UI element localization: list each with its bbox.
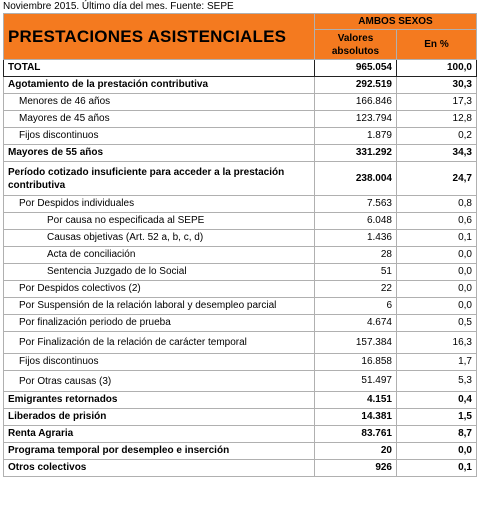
row-label: Fijos discontinuos (4, 354, 315, 371)
table-row (4, 264, 477, 281)
table-title: PRESTACIONES ASISTENCIALES (4, 14, 315, 60)
row-percent: 0,5 (397, 315, 477, 332)
row-percent: 5,3 (397, 371, 477, 392)
table-row (4, 162, 477, 196)
col-header-valores: Valores absolutos (315, 30, 397, 60)
row-label: Mayores de 45 años (4, 111, 315, 128)
row-value: 6.048 (315, 213, 397, 230)
row-value: 1.436 (315, 230, 397, 247)
row-label: Otros colectivos (4, 460, 315, 477)
table-row (4, 94, 477, 111)
row-value: 51 (315, 264, 397, 281)
row-label: Por causa no especificada al SEPE (4, 213, 315, 230)
row-percent: 8,7 (397, 426, 477, 443)
table-row (4, 354, 477, 371)
table-row (4, 426, 477, 443)
row-value: 331.292 (315, 145, 397, 162)
row-label: Liberados de prisión (4, 409, 315, 426)
row-value: 6 (315, 298, 397, 315)
row-percent: 1,5 (397, 409, 477, 426)
row-label: Por finalización periodo de prueba (4, 315, 315, 332)
row-value: 14.381 (315, 409, 397, 426)
row-value: 4.151 (315, 392, 397, 409)
row-value: 965.054 (315, 60, 397, 77)
row-label: Fijos discontinuos (4, 128, 315, 145)
row-value: 157.384 (315, 332, 397, 354)
row-label: Agotamiento de la prestación contributiva (4, 77, 315, 94)
row-label: Programa temporal por desempleo e inserción (4, 443, 315, 460)
row-value: 123.794 (315, 111, 397, 128)
table-row (4, 443, 477, 460)
table-row (4, 409, 477, 426)
row-label: Sentencia Juzgado de lo Social (4, 264, 315, 281)
table-row (4, 145, 477, 162)
row-percent: 0,8 (397, 196, 477, 213)
row-label: Por Otras causas (3) (4, 371, 315, 392)
table-row (4, 77, 477, 94)
source-note: Noviembre 2015. Último día del mes. Fuente: SEPE (3, 1, 234, 12)
row-value: 28 (315, 247, 397, 264)
col-header-percent: En % (397, 30, 477, 60)
row-percent: 0,0 (397, 281, 477, 298)
row-value: 1.879 (315, 128, 397, 145)
group-header: AMBOS SEXOS (315, 14, 477, 30)
row-label: Emigrantes retornados (4, 392, 315, 409)
table-row (4, 460, 477, 477)
table-row (4, 111, 477, 128)
row-label: Por Despidos individuales (4, 196, 315, 213)
row-label: Mayores de 55 años (4, 145, 315, 162)
table-row (4, 60, 477, 77)
row-label: Período cotizado insuficiente para acceder a la prestación contributiva (4, 162, 315, 196)
table-row (4, 371, 477, 392)
table-body (4, 14, 477, 477)
prestaciones-table (3, 13, 477, 477)
table-row (4, 196, 477, 213)
table-row (4, 247, 477, 264)
row-value: 20 (315, 443, 397, 460)
row-percent: 12,8 (397, 111, 477, 128)
row-percent: 16,3 (397, 332, 477, 354)
row-label: TOTAL (4, 60, 315, 77)
row-label: Por Finalización de la relación de carácter temporal (4, 332, 315, 354)
row-percent: 0,0 (397, 247, 477, 264)
row-value: 166.846 (315, 94, 397, 111)
table-row (4, 281, 477, 298)
row-percent: 0,2 (397, 128, 477, 145)
row-value: 16.858 (315, 354, 397, 371)
table-row (4, 213, 477, 230)
row-percent: 30,3 (397, 77, 477, 94)
row-percent: 24,7 (397, 162, 477, 196)
row-label: Renta Agraria (4, 426, 315, 443)
table-row (4, 332, 477, 354)
row-value: 4.674 (315, 315, 397, 332)
table-row (4, 392, 477, 409)
row-value: 292.519 (315, 77, 397, 94)
row-percent: 0,1 (397, 230, 477, 247)
row-value: 7.563 (315, 196, 397, 213)
row-label: Causas objetivas (Art. 52 a, b, c, d) (4, 230, 315, 247)
row-value: 51.497 (315, 371, 397, 392)
row-percent: 0,0 (397, 443, 477, 460)
row-value: 22 (315, 281, 397, 298)
table-row (4, 230, 477, 247)
table-row (4, 298, 477, 315)
table-row (4, 128, 477, 145)
row-label: Por Suspensión de la relación laboral y desempleo parcial (4, 298, 315, 315)
row-percent: 0,1 (397, 460, 477, 477)
row-label: Menores de 46 años (4, 94, 315, 111)
row-percent: 34,3 (397, 145, 477, 162)
row-percent: 100,0 (397, 60, 477, 77)
row-percent: 1,7 (397, 354, 477, 371)
row-label: Acta de conciliación (4, 247, 315, 264)
row-percent: 0,0 (397, 298, 477, 315)
row-value: 83.761 (315, 426, 397, 443)
row-percent: 0,4 (397, 392, 477, 409)
table-row (4, 315, 477, 332)
row-value: 926 (315, 460, 397, 477)
row-percent: 17,3 (397, 94, 477, 111)
row-label: Por Despidos colectivos (2) (4, 281, 315, 298)
row-value: 238.004 (315, 162, 397, 196)
row-percent: 0,6 (397, 213, 477, 230)
row-percent: 0,0 (397, 264, 477, 281)
